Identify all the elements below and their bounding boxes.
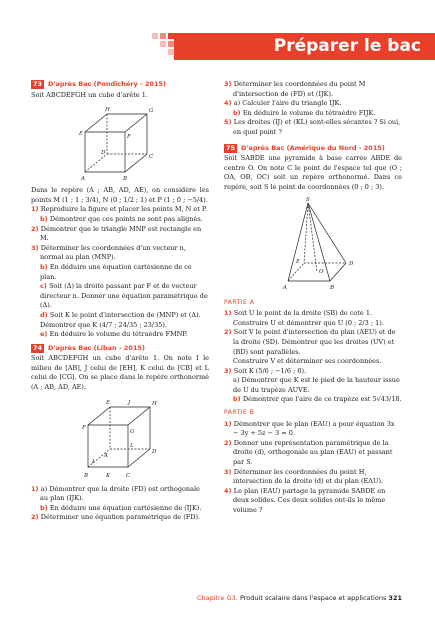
question-1: 1) Reproduire la figure et placer les points M, N et P. — [31, 205, 208, 214]
question-4b: b) En déduire le volume du tétraèdre FIJK. — [233, 108, 376, 117]
question-3a: a) Démontrer que K est le pied de la hauteur issue de U du trapèze AUVE. — [233, 376, 400, 394]
cube-label: H — [105, 107, 110, 114]
footer-chapter: Chapitre G3. — [196, 594, 238, 602]
question-3e: e) En déduire le volume du tétraèdre FMNP. — [40, 330, 188, 339]
exercise-text: Dans le repère (A ; AB, AD, AE), on considère les points M (1 ; 1 ; 3/4), N (0 ; 1/2 ; 1) et P (1 ; 0 ; −5/4). — [31, 186, 209, 204]
exercise-text: Soit SABDE une pyramide à base carrée ABDE de centre O. On note C le point de l'espace tel que (O ; OA, OB, OC) soit un repère orthonormé. Dans ce repère, soit S le point de coordonnées (0 ; 0 ; 3). — [224, 154, 402, 191]
exercise-74-header — [31, 344, 209, 354]
decorative-squares — [152, 33, 178, 59]
page-footer — [197, 594, 402, 602]
question-2: 2) Donner une représentation paramétrique de la droite (d), orthogonale au plan (EAU) et passant par S. — [224, 438, 393, 467]
exercise-75-header — [224, 144, 402, 154]
pyramid-label: A — [283, 284, 287, 291]
question-2: 2) Déterminer une équation paramétrique de (FD). — [31, 513, 201, 522]
exercise-text: Soit ABCDEFGH un cube d'arête 1. On note I le milieu de [AB], J celui de [EH], K celui de [CB] et L celui de [CG]. On se place dans le repère orthonormé (A ; AB, AD, AE). — [31, 354, 209, 392]
cube-label: K — [106, 472, 111, 479]
pyramid-figure — [258, 195, 368, 295]
question-3: 3) Déterminer les coordonnées du point M d'intersection de (FD) et (IJK). — [224, 80, 366, 98]
cube-label: J — [128, 399, 131, 406]
cube-figure-74 — [70, 395, 170, 483]
exercise-number: 75 — [226, 143, 236, 152]
question-3c: c) Soit (Δ) la droite passant par F et de vecteur directeur n. Donner une équation paramétrique de (Δ). — [40, 282, 208, 310]
exercise-source: D'après Bac (Liban - 2015) — [48, 343, 145, 352]
footer-title: Produit scalaire dans l'espace et applications — [239, 594, 387, 602]
question-1b: b) En déduire une équation cartésienne de (IJK). — [40, 503, 202, 512]
cube-label: G — [149, 108, 154, 115]
pyramid-label: B — [330, 284, 335, 291]
exercise-73-header — [31, 80, 209, 90]
question-1b: b) Démontrer que ces points ne sont pas alignés. — [40, 214, 203, 223]
question-5: 5) Les droites (IJ) et (KL) sont-elles sécantes ? Si oui, en quel point ? — [224, 118, 401, 136]
exercise-source: D'après Bac (Pondichéry - 2015) — [48, 80, 166, 88]
exercise-number: 74 — [33, 343, 43, 352]
question-3d: d) Soit K le point d'intersection de (MNP) et (Δ). Démontrer que K (4/7 ; 24/35 ; 23/35). — [40, 310, 201, 329]
question-3b: b) Démontrer que l'aire de ce trapèze est 5√43/18. — [233, 395, 402, 404]
cube-label: H — [152, 400, 157, 407]
cube-figure-73 — [65, 102, 175, 184]
pyramid-label: D — [349, 260, 354, 267]
question-4: 4) Le plan (EAU) partage la pyramide SABDE en deux solides. Ces deux solides ont-ils le même volume ? — [224, 486, 386, 514]
cube-label: E — [106, 399, 111, 406]
question-3: 3) Déterminer les coordonnées du point H, intersection de la droite (d) et du plan (EAU). — [224, 467, 384, 486]
cube-label: A — [104, 452, 108, 459]
cube-label: D — [101, 150, 106, 157]
pyramid-label: O — [319, 268, 324, 275]
question-1: 1) Démontrer que le plan (EAU) a pour équation 3x − 3y + 5z − 3 = 0. — [224, 419, 395, 438]
cube-label: F — [127, 134, 131, 141]
cube-label: A — [81, 176, 85, 183]
question-1: 1) a) Démontrer que la droite (FD) est orthogonale au plan (IJK). — [31, 484, 200, 503]
question-1: 1) Soit U le point de la droite (SB) de cote 1. Construire U et démontrer que U (0 ; 2/3 ; 1). — [224, 309, 384, 327]
page-number: 321 — [388, 594, 402, 602]
pyramid-label: S — [306, 196, 310, 203]
exercise-source: D'après Bac (Amérique du Nord - 2015) — [241, 143, 385, 152]
title-banner — [174, 33, 435, 60]
cube-label: E — [79, 131, 84, 138]
exercise-number: 73 — [33, 80, 43, 89]
question-2: 2) Soit V le point d'intersection du plan (AEU) et de la droite (SD). Démontrer que les droites (UV) et (BD) sont parallèles. — [224, 328, 396, 356]
exercise-intro: Soit ABCDEFGH un cube d'arête 1. — [31, 90, 148, 99]
cube-label: B — [123, 176, 128, 183]
cube-label: C — [149, 154, 154, 161]
cube-label: G — [130, 428, 135, 435]
cube-label: I — [92, 458, 95, 465]
part-a-heading: PARTIE A — [224, 298, 255, 306]
question-4: 4) a) Calculer l'aire du triangle IJK. — [224, 99, 342, 108]
cube-label: C — [126, 472, 131, 479]
question-3: 3) Déterminer les coordonnées d'un vecteur n, normal au plan (MNP). — [31, 243, 186, 262]
question-3b: b) En déduire une équation cartésienne de ce plan. — [40, 262, 192, 281]
question-2: 2) Démontrer que le triangle MNP est rectangle en M. — [31, 224, 202, 243]
part-b-heading: PARTIE B — [224, 409, 255, 417]
cube-label: F — [82, 424, 86, 431]
cube-label: B — [84, 472, 89, 479]
question-3: 3) Soit K (5/6 ; −1/6 ; 0). — [224, 366, 307, 375]
right-column — [224, 80, 402, 516]
cube-label: D — [152, 448, 157, 455]
page-title: Préparer le bac — [273, 36, 421, 56]
question-2b: Construire V et déterminer ses coordonnées. — [233, 357, 382, 366]
cube-label: L — [130, 442, 134, 449]
pyramid-label: E — [296, 258, 301, 265]
left-column — [31, 80, 209, 523]
